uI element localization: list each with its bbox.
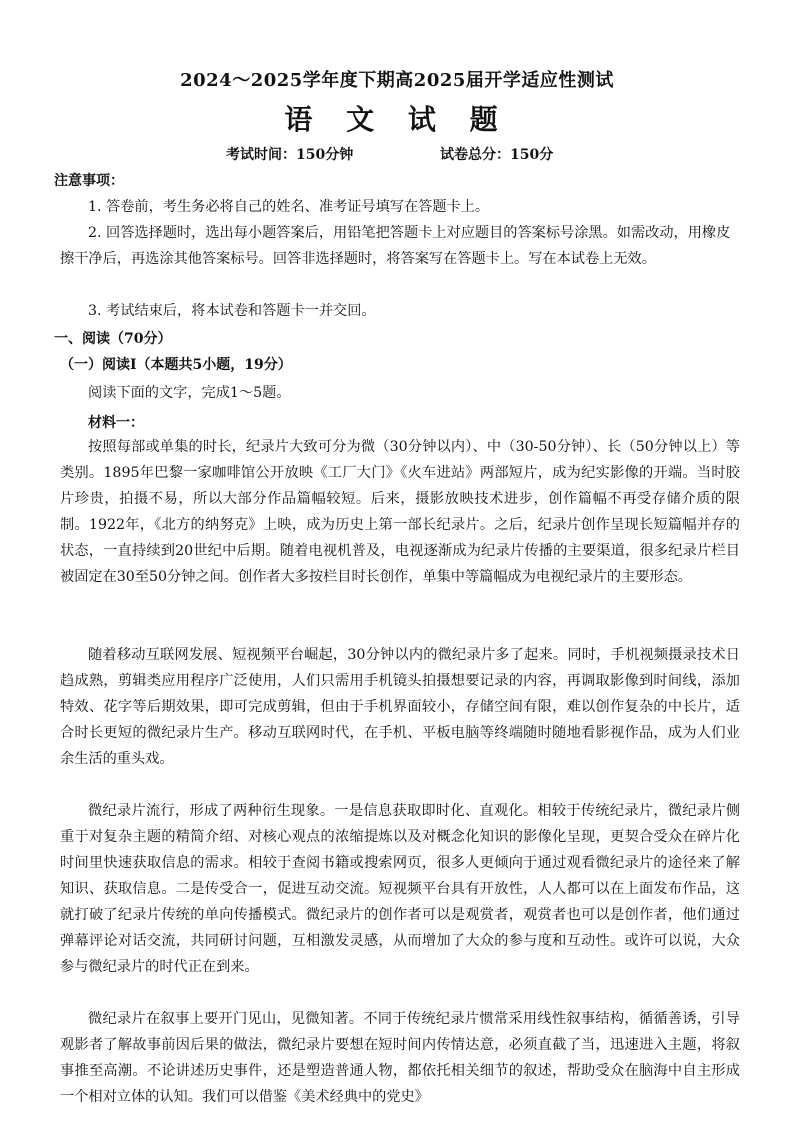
subject-title: 语 文 试 题	[284, 103, 510, 136]
exam-time: 考试时间：150分钟	[226, 147, 354, 163]
note-item-3: 3. 考试结束后，将本试卷和答题卡一并交回。	[88, 303, 376, 319]
note-item-2: 2. 回答选择题时，选出每小题答案后，用铅笔把答题卡上对应题目的答案标号涂黑。如需改动，用橡皮擦干净后，再选涂其他答案标号。回答非选择题时，将答案写在答题卡上。写在本试卷上无效。	[60, 225, 731, 267]
exam-total-score: 试卷总分：150分	[440, 147, 554, 163]
material-paragraph-4: 微纪录片在叙事上要开门见山，见微知著。不同于传统纪录片惯常采用线性叙事结构，循循善诱，引导观影者了解故事前因后果的做法，微纪录片要想在短时间内传情达意，必须直截了当，迅速进入主题，将叙事推至高潮。不论讲述历史事件，还是塑造普通人物，都依托相关细节的叙述，帮助受众在脑海中自主形成一个相对立体的认知。我们可以借鉴《美术经典中的党史》	[60, 1011, 740, 1105]
subsection-heading: （一）阅读Ⅰ（本题共5小题，19分）	[60, 357, 292, 373]
reading-instruction: 阅读下面的文字，完成1～5题。	[88, 385, 291, 401]
material-paragraph-1: 按照每部或单集的时长，纪录片大致可分为微（30分钟以内）、中（30-50分钟）、长（50分钟以上）等类别。1895年巴黎一家咖啡馆公开放映《工厂大门》《火车进站》两部短片，成为纪实影像的开端。当时胶片珍贵，拍摄不易，所以大部分作品篇幅较短。后来，摄影放映技术进步，创作篇幅不再受存储介质的限制。1922年，《北方的纳努克》上映，成为历史上第一部长纪录片。之后，纪录片创作呈现长短篇幅并存的状态，一直持续到20世纪中后期。随着电视机普及，电视逐渐成为纪录片传播的主要渠道，很多纪录片栏目被固定在30至50分钟之间。创作者大多按栏目时长创作，单集中等篇幅成为电视纪录片的主要形态。	[60, 439, 740, 585]
material-label: 材料一：	[88, 415, 144, 431]
section-heading: 一、阅读（70分）	[54, 331, 172, 347]
exam-header-title: 2024～2025学年度下期高2025届开学适应性测试	[180, 70, 614, 91]
material-paragraph-2: 随着移动互联网发展、短视频平台崛起，30分钟以内的微纪录片多了起来。同时，手机视频摄录技术日趋成熟，剪辑类应用程序广泛使用，人们只需用手机镜头拍摄想要记录的内容，再调取影像到时间线，添加特效、花字等后期效果，即可完成剪辑，但由于手机界面较小，存储空间有限，难以创作复杂的中长片，适合时长更短的微纪录片生产。移动互联网时代，在手机、平板电脑等终端随时随地看影视作品，成为人们业余生活的重头戏。	[60, 647, 740, 767]
notes-heading: 注意事项：	[54, 173, 124, 189]
note-item-1: 1. 答卷前，考生务必将自己的姓名、准考证号填写在答题卡上。	[88, 199, 490, 215]
material-paragraph-3: 微纪录片流行，形成了两种衍生现象。一是信息获取即时化、直观化。相较于传统纪录片，微纪录片侧重于对复杂主题的精简介绍、对核心观点的浓缩提炼以及对概念化知识的影像化呈现，更契合受众在碎片化时间里快速获取信息的需求。相较于查阅书籍或搜索网页，很多人更倾向于通过观看微纪录片的途径来了解知识、获取信息。二是传受合一，促进互动交流。短视频平台具有开放性，人人都可以在上面发布作品，这就打破了纪录片传统的单向传播模式。微纪录片的创作者可以是观赏者，观赏者也可以是创作者，他们通过弹幕评论对话交流，共同研讨问题，互相激发灵感，从而增加了大众的参与度和互动性。或许可以说，大众参与微纪录片的时代正在到来。	[60, 803, 740, 975]
